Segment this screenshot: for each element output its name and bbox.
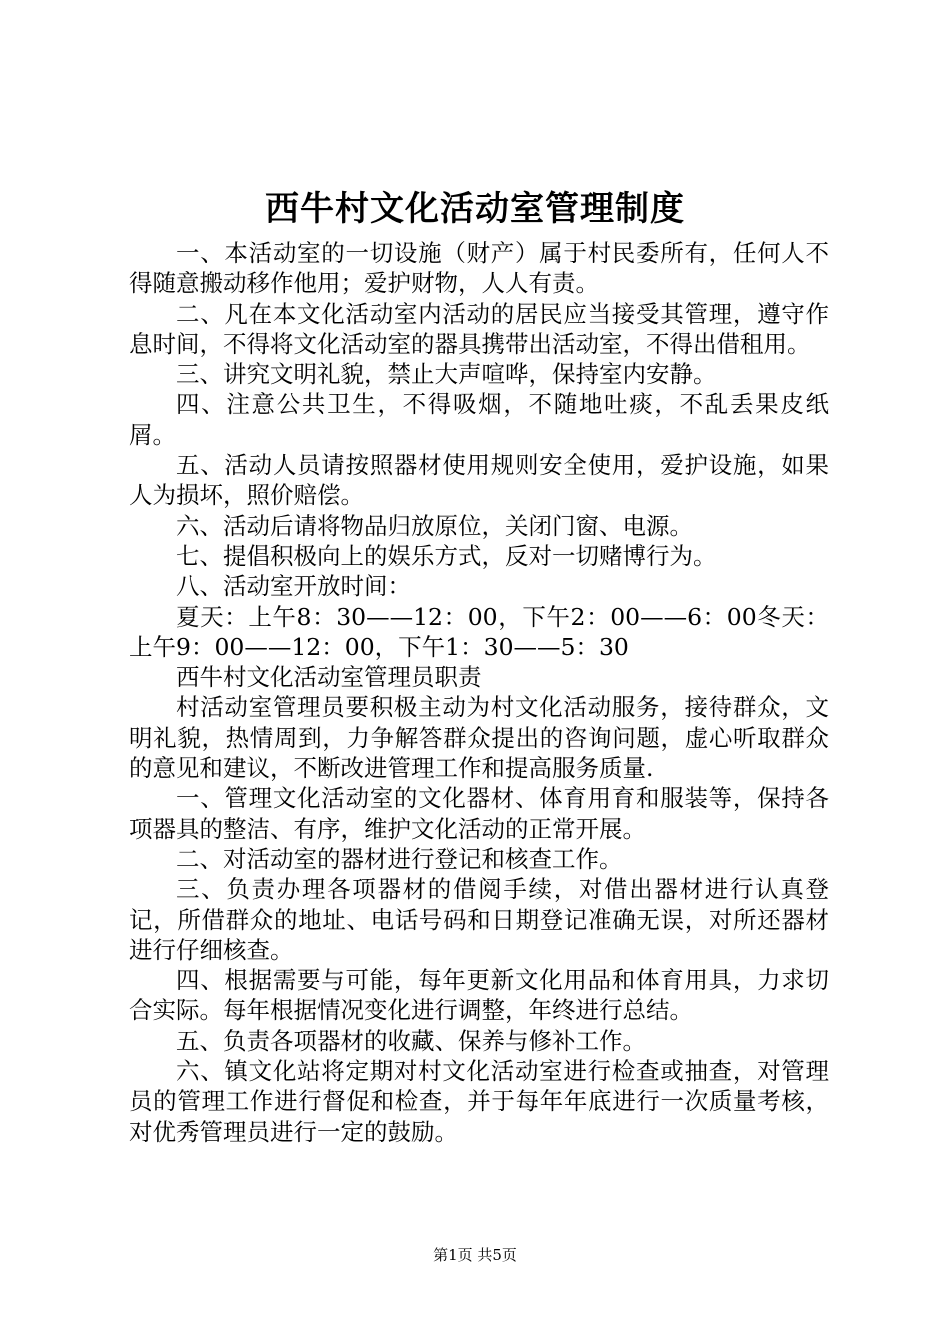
- paragraph-duty-3: 三、负责办理各项器材的借阅手续，对借出器材进行认真登记，所借群众的地址、电话号码和日期登记准确无误，对所还器材进行仔细核查。: [129, 875, 829, 964]
- document-body: [129, 238, 829, 1147]
- page-title: 西牛村文化活动室管理制度: [265, 189, 685, 229]
- paragraph-rule-7: 七、提倡积极向上的娱乐方式，反对一切赌博行为。: [176, 541, 717, 570]
- paragraph-rule-8: 八、活动室开放时间：: [176, 572, 411, 601]
- paragraph-duty-1: 一、管理文化活动室的文化器材、体育用育和服装等，保持各项器具的整洁、有序，维护文化活动的正常开展。: [129, 784, 829, 843]
- paragraph-rule-5: 五、活动人员请按照器材使用规则安全使用，爱护设施，如果人为损坏，照价赔偿。: [129, 451, 829, 510]
- paragraph-rule-6: 六、活动后请将物品归放原位，关闭门窗、电源。: [176, 511, 693, 540]
- paragraph-duty-2: 二、对活动室的器材进行登记和核查工作。: [176, 844, 623, 873]
- paragraph-rule-1: 一、本活动室的一切设施（财产）属于村民委所有，任何人不得随意搬动移作他用；爱护财物，人人有责。: [129, 239, 829, 298]
- section-heading-duties: 西牛村文化活动室管理员职责: [176, 663, 482, 692]
- paragraph-duty-6: 六、镇文化站将定期对村文化活动室进行检查或抽查，对管理员的管理工作进行督促和检查，并于每年年底进行一次质量考核，对优秀管理员进行一定的鼓励。: [129, 1057, 829, 1146]
- paragraph-rule-2: 二、凡在本文化活动室内活动的居民应当接受其管理，遵守作息时间，不得将文化活动室的器具携带出活动室，不得出借租用。: [129, 299, 829, 358]
- paragraph-duties-intro: 村活动室管理员要积极主动为村文化活动服务，接待群众，文明礼貌，热情周到，力争解答群众提出的咨询问题，虚心听取群众的意见和建议，不断改进管理工作和提高服务质量.: [129, 693, 829, 783]
- paragraph-opening-hours: 夏天：上午8：30——12：00，下午2：00——6：00冬天：上午9：00——12：00，下午1：30——5：30: [129, 602, 829, 661]
- page-footer: 第1页 共5页: [433, 1246, 517, 1264]
- paragraph-duty-4: 四、根据需要与可能，每年更新文化用品和体育用具，力求切合实际。每年根据情况变化进行调整，年终进行总结。: [129, 966, 829, 1025]
- paragraph-duty-5: 五、负责各项器材的收藏、保养与修补工作。: [176, 1026, 646, 1055]
- paragraph-rule-4: 四、注意公共卫生，不得吸烟，不随地吐痰，不乱丢果皮纸屑。: [129, 390, 829, 449]
- paragraph-rule-3: 三、讲究文明礼貌，禁止大声喧哗，保持室内安静。: [176, 360, 717, 389]
